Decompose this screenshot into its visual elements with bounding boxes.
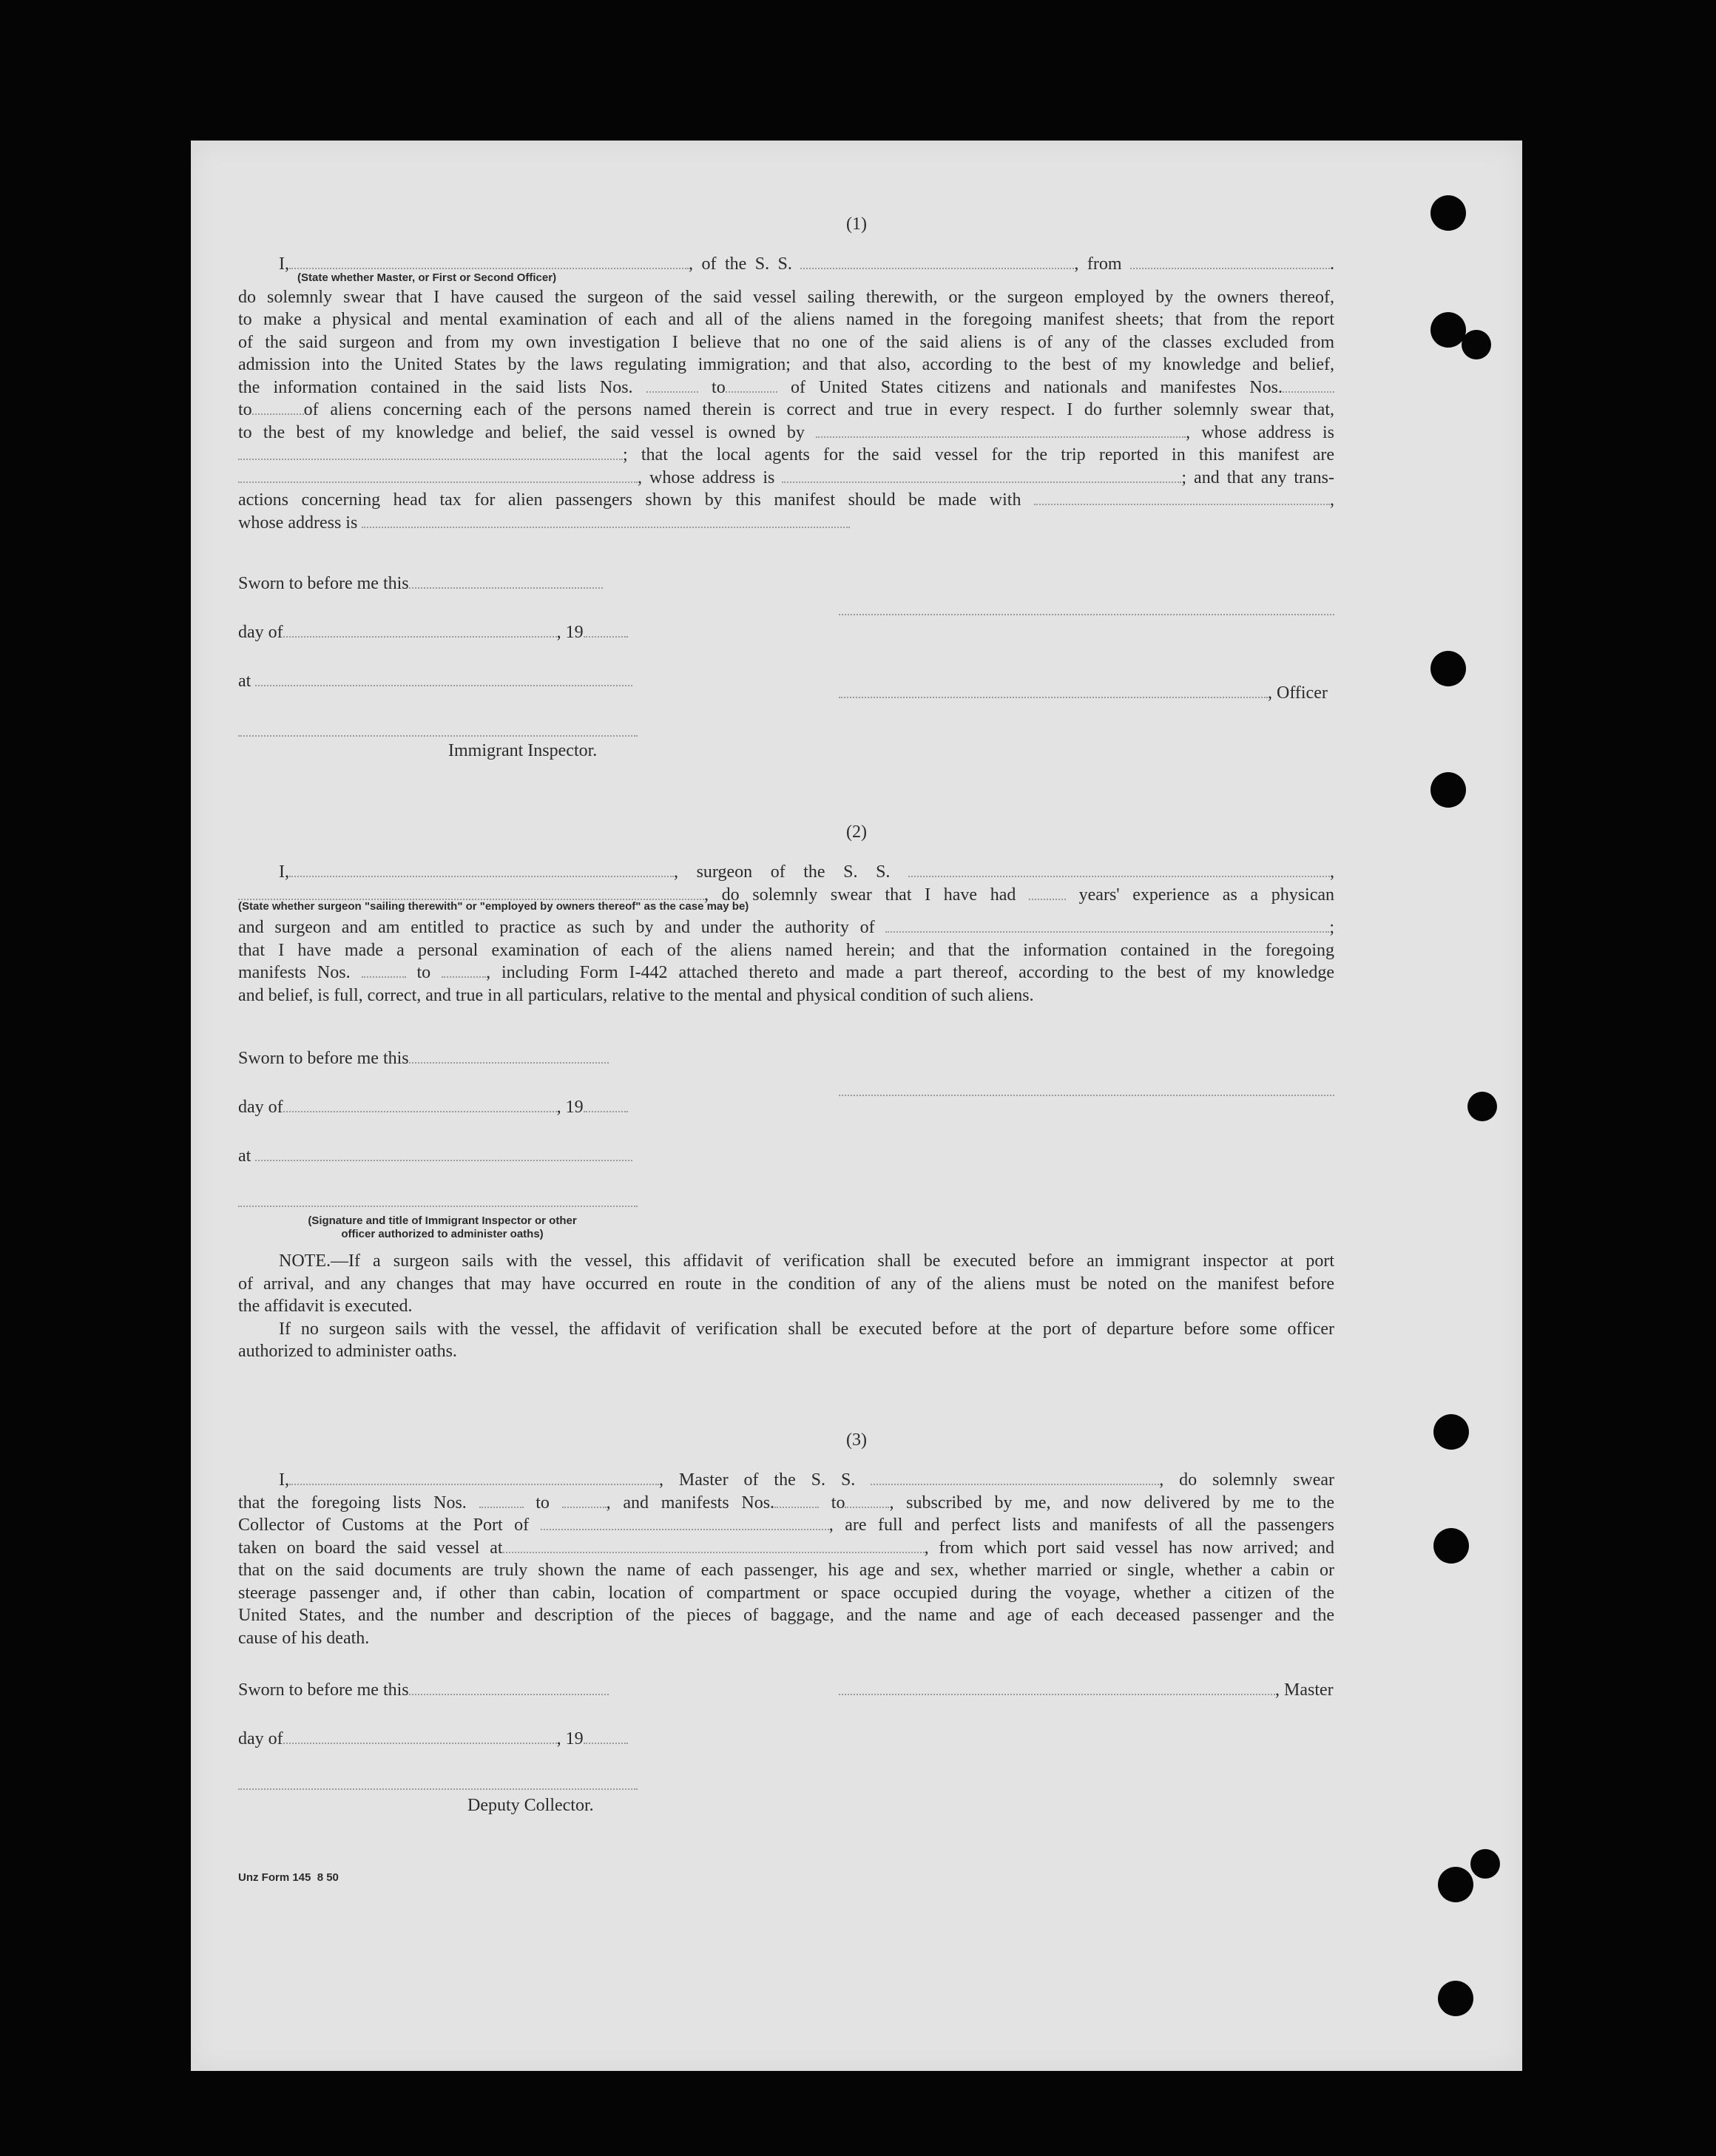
at-line: at xyxy=(238,1146,632,1163)
sworn-line: Sworn to before me this xyxy=(238,1049,609,1065)
signature-line xyxy=(839,614,1334,615)
section-number: (3) xyxy=(846,1430,867,1450)
signature-line xyxy=(238,735,638,737)
punch-hole xyxy=(1430,772,1466,808)
signature-line xyxy=(238,1788,638,1790)
punch-hole xyxy=(1467,1092,1497,1121)
punch-hole xyxy=(1430,312,1466,348)
field-caption: (State whether surgeon "sailing therewith" or "employed by owners thereof" as the case may be) xyxy=(238,900,749,913)
section-number: (2) xyxy=(846,822,867,842)
section-2-text: I, , surgeon of the S. S. , , do solemnly swear that I have had years' experience as a physican (State whether surgeon "sailing therewith" or "employed by owners thereof" as the case may be) and surgeon and am entitled to practice as such by and under the authority of ; that I have made a personal examination of each of the aliens named herein; and that the information contained in the foregoing manifests Nos. to , including Form I-442 attached thereto and made a part thereof, according to the best of my knowledge and belief, is full, correct, and true in all particulars, relative to the mental and physical condition of such aliens. xyxy=(238,862,1335,1005)
section-3-text: I, , Master of the S. S. , do solemnly swear that the foregoing lists Nos. to , and manifests Nos. to , subscribed by me, and now delivered by me to the Collector of Customs at the Port of , are full and perfect lists and manifests of all the passengers taken on board the said vessel at , from which port said vessel has now arrived; and that on the said documents are truly shown the name of each passenger, his age and sex, whether married or single, whether a cabin or steerage passenger and, if other than cabin, location of compartment or space occupied during the voyage, whether a citizen of the United States, and the number and description of the pieces of baggage, and the name and age of each deceased passenger and the cause of his death. xyxy=(238,1470,1335,1648)
section-number: (1) xyxy=(846,214,867,234)
inspector-title: Immigrant Inspector. xyxy=(448,741,598,760)
punch-hole xyxy=(1433,1528,1469,1564)
field-caption: (State whether Master, or First or Second Officer) xyxy=(297,271,557,284)
collector-title: Deputy Collector. xyxy=(467,1796,594,1815)
signature-line xyxy=(839,1095,1334,1096)
form-page xyxy=(191,141,1522,2071)
signature-caption: (Signature and title of Immigrant Inspector or other officer authorized to administer oaths) xyxy=(308,1214,577,1240)
signature-line xyxy=(238,1206,638,1207)
day-line: day of , 19 xyxy=(238,623,628,639)
note-text: NOTE.—If a surgeon sails with the vessel, this affidavit of verification shall be executed before an immigrant inspector at port of arrival, and any changes that may have occurred en route in the condition of any of the aliens must be noted on the manifest before the affidavit is executed. If no surgeon sails with the vessel, the affidavit of verification shall be executed before at the port of departure before some officer authorized to administer oaths. xyxy=(238,1251,1334,1361)
at-line: at xyxy=(238,672,632,688)
punch-hole xyxy=(1470,1849,1500,1879)
punch-hole xyxy=(1438,1981,1473,2016)
sworn-line: Sworn to before me this xyxy=(238,574,603,590)
form-footer: Unz Form 145 8 50 xyxy=(238,1871,339,1884)
section-1-text: I, , of the S. S. , from . (State whether Master, or First or Second Officer) do solemnly swear that I have caused the surgeon of the said vessel sailing therewith, or the surgeon employed by the owners thereof, to make a physical and mental examination of each and all of the aliens named in the foregoing manifest sheets; that from the report of the said surgeon and from my own investigation I believe that no one of the said aliens is of any of the classes excluded from admission into the United States by the laws regulating immigration; and that also, according to the best of my knowledge and belief, the information contained in the said lists Nos. to of United States citizens and nationals and manifestes Nos. to of aliens concerning each of the persons named therein is correct and true in every respect. I do further solemnly swear that, to the best of my knowledge and belief, the said vessel is owned by , whose address is ; that the local agents for the said vessel for the trip reported in this manifest are , whose address is ; and that any trans- actions concerning head tax for alien passengers shown by this manifest should be made with , whose address is xyxy=(238,254,1335,533)
master-signature-line: , Master xyxy=(839,1680,1334,1697)
punch-hole xyxy=(1438,1867,1473,1902)
punch-hole xyxy=(1462,330,1491,359)
sworn-line: Sworn to before me this xyxy=(238,1680,609,1697)
punch-hole xyxy=(1430,651,1466,686)
day-line: day of , 19 xyxy=(238,1729,628,1746)
officer-line: , Officer xyxy=(839,683,1328,700)
day-line: day of , 19 xyxy=(238,1098,628,1114)
master-line: I, , of the S. S. , from . xyxy=(279,254,1335,274)
